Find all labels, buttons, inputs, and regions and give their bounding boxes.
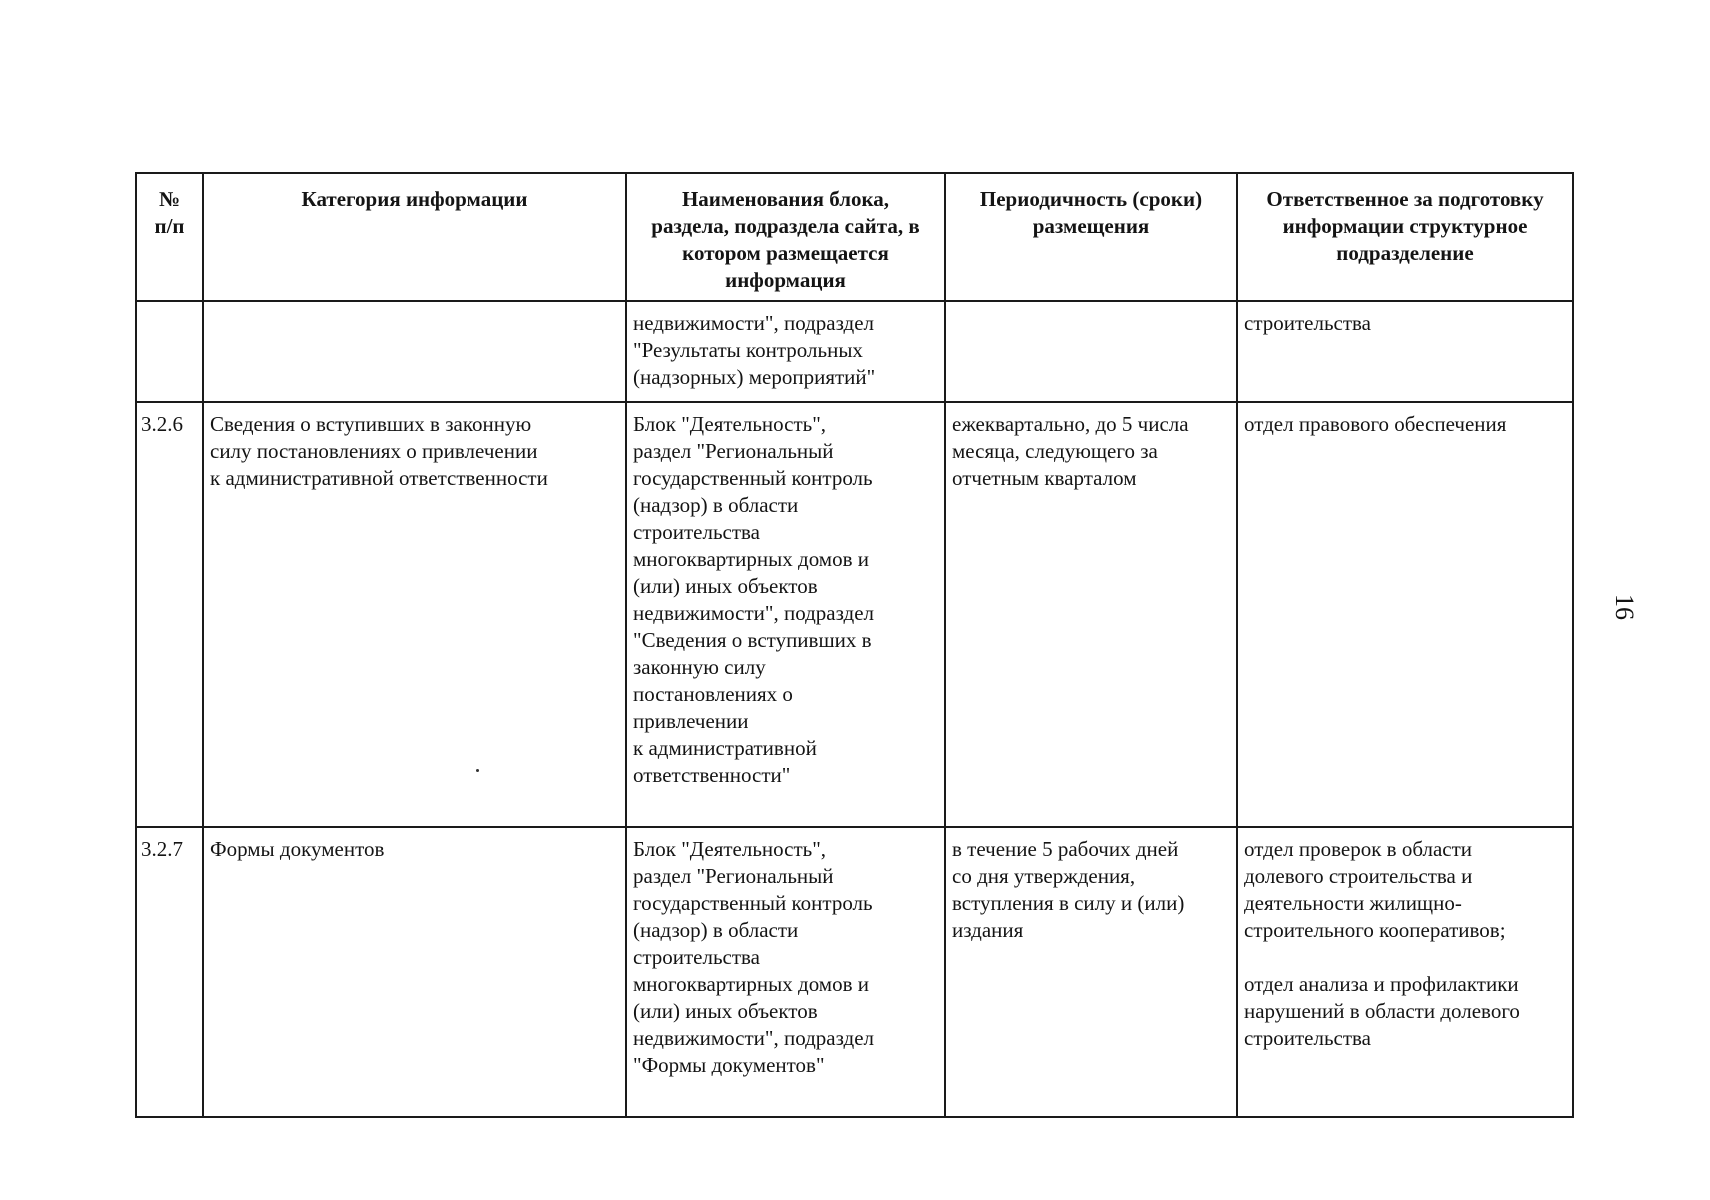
information-table xyxy=(135,172,1574,1118)
row-responsible-cell: строительства xyxy=(1237,301,1573,402)
row-responsible-cell: отдел проверок в области долевого строительства и деятельности жилищно- строительного кооперативов; отдел анализа и профилактики нарушений в области долевого строительства xyxy=(1237,827,1573,1117)
row-number-cell: 3.2.6 xyxy=(136,402,203,827)
page-number: 16 xyxy=(1610,594,1639,620)
table-row xyxy=(136,301,1573,402)
row-number-cell: 3.2.7 xyxy=(136,827,203,1117)
row-section-cell: Блок "Деятельность", раздел "Региональный государственный контроль (надзор) в области строительства многоквартирных домов и (или) иных объектов недвижимости", подраздел "Формы документов" xyxy=(626,827,945,1117)
row-category-cell: Формы документов xyxy=(203,827,626,1117)
row-responsible-cell: отдел правового обеспечения xyxy=(1237,402,1573,827)
header-responsible: Ответственное за подготовку информации структурное подразделение xyxy=(1237,173,1573,301)
table-header-row xyxy=(136,173,1573,301)
row-category-cell xyxy=(203,301,626,402)
scan-speck xyxy=(476,769,479,772)
table-row xyxy=(136,402,1573,827)
row-period-cell: в течение 5 рабочих дней со дня утверждения, вступления в силу и (или) издания xyxy=(945,827,1237,1117)
header-category: Категория информации xyxy=(203,173,626,301)
row-period-cell: ежеквартально, до 5 числа месяца, следующего за отчетным кварталом xyxy=(945,402,1237,827)
row-section-cell: недвижимости", подраздел "Результаты контрольных (надзорных) мероприятий" xyxy=(626,301,945,402)
row-section-cell: Блок "Деятельность", раздел "Региональный государственный контроль (надзор) в области строительства многоквартирных домов и (или) иных объектов недвижимости", подраздел "Сведения о вступивших в законную силу постановлениях о привлечении к административной ответственности" xyxy=(626,402,945,827)
header-section: Наименования блока, раздела, подраздела сайта, в котором размещается информация xyxy=(626,173,945,301)
table-row xyxy=(136,827,1573,1117)
header-period: Периодичность (сроки) размещения xyxy=(945,173,1237,301)
row-period-cell xyxy=(945,301,1237,402)
row-category-cell: Сведения о вступивших в законную силу постановлениях о привлечении к административной ответственности xyxy=(203,402,626,827)
row-number-cell xyxy=(136,301,203,402)
header-number: № п/п xyxy=(136,173,203,301)
